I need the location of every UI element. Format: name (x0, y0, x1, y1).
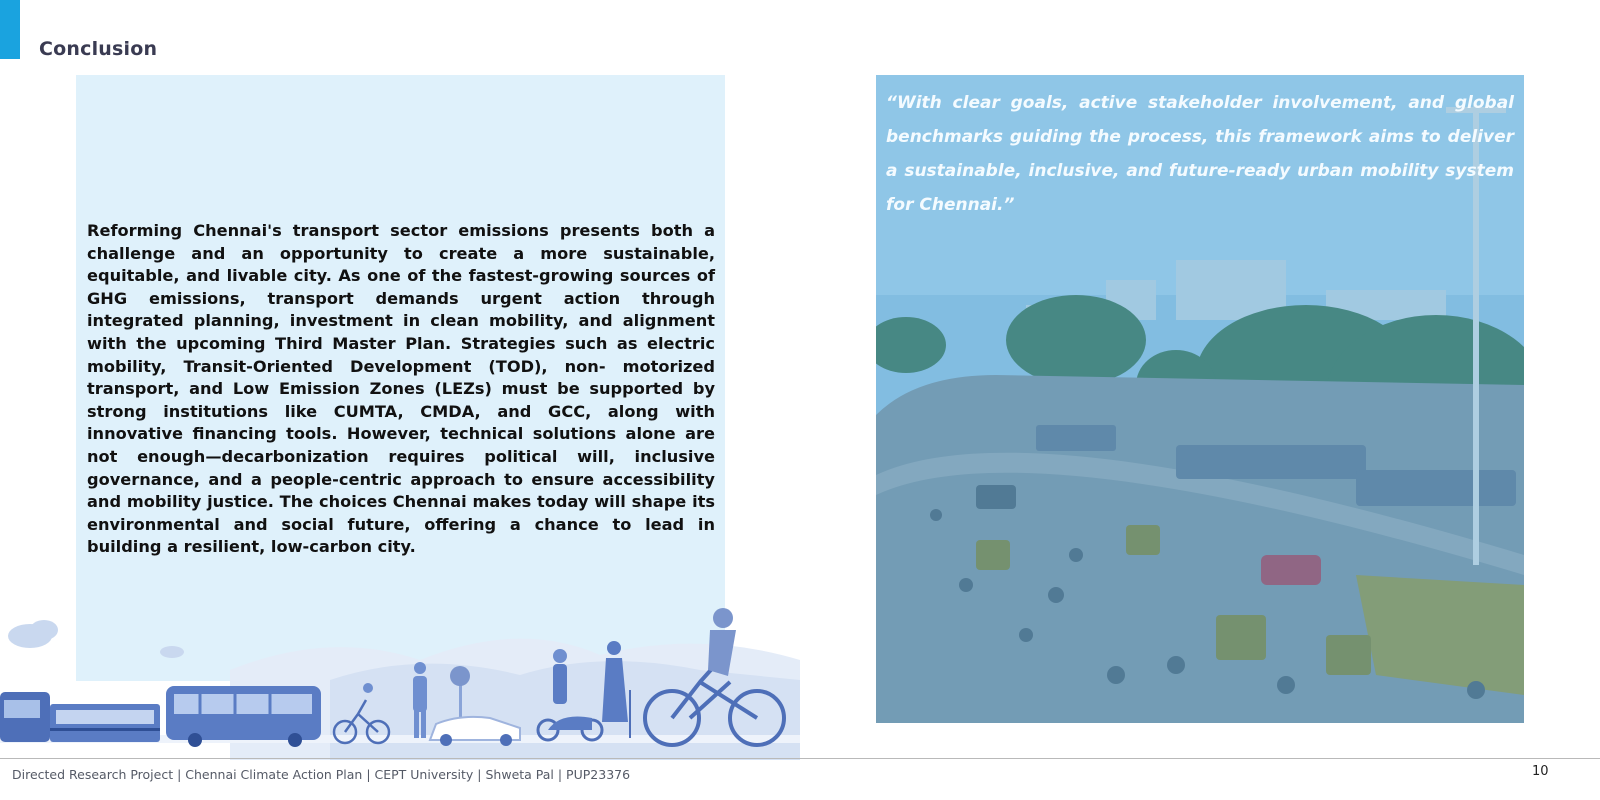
quote-text: “With clear goals, active stakeholder involvement, and global benchmarks guiding the process, this framework aims to deliver a sustainable, inclusive, and future-ready urban mobility system for Chennai.” (886, 93, 1514, 215)
tram-icon (0, 692, 160, 742)
conclusion-body-text: Reforming Chennai's transport sector emissions presents both a challenge and an opportunity to create a more sustainable, equitable, and livable city. As one of the fastest-growing sources of GHG emissions, transport demands urgent action through integrated planning, investment in clean mobility, and alignment with the upcoming Third Master Plan. Strategies such as electric mobility, Transit-Oriented Development (TOD), non- motorized transport, and Low Emission Zones (LEZs) must be supported by strong institutions like CUMTA, CMDA, and GCC, along with innovative financing tools. However, technical solutions alone are not enough—decarbonization requires political will, inclusive governance, and a people-centric approach to ensure accessibility and mobility justice. The choices Chennai makes today will shape its environmental and social future, offering a chance to lead in building a resilient, low-carbon city. (87, 221, 715, 557)
clouds (8, 620, 184, 658)
bus-icon (166, 686, 321, 747)
page-title: Conclusion (39, 38, 158, 60)
urban-transport-illustration (0, 600, 800, 760)
page-number: 10 (1532, 764, 1549, 779)
accent-bar (0, 0, 20, 59)
footer-text: Directed Research Project | Chennai Climate Action Plan | CEPT University | Shweta Pal | PUP23376 (12, 767, 631, 782)
footer-divider (0, 758, 1600, 759)
